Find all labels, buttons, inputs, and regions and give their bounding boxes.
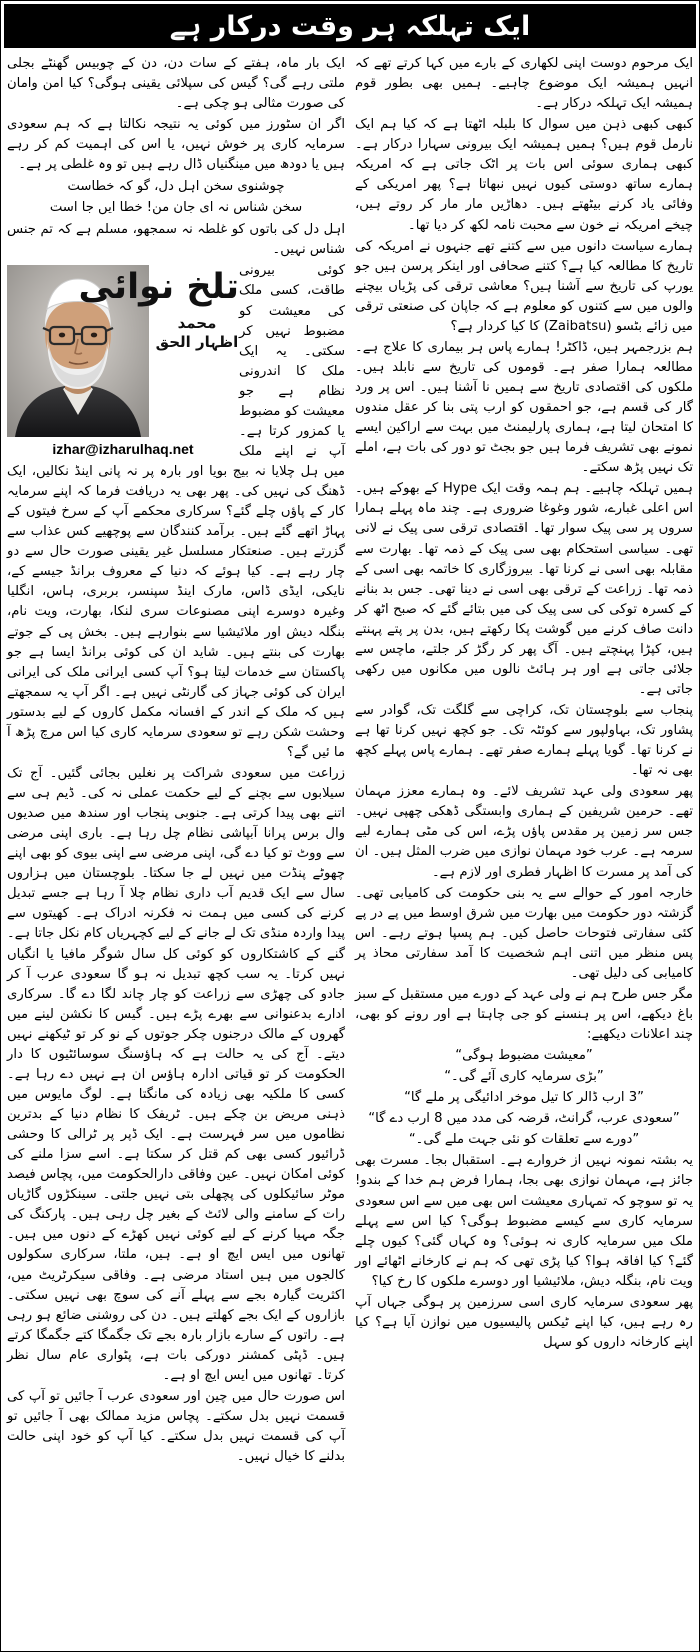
- paragraph: خارجہ امور کے حوالے سے یہ بنی حکومت کی کامیابی تھی۔ گزشتہ دور حکومت میں بھارت میں شرق اوسط میں پے در پے کئی سفارتی فتوحات حاصل کیں۔ ہم پسپا ہوتے رہے۔ اس پس منظر میں اتنی اہم شخصیت کا آمد سفارتی محاذ پر کامیابی کی دلیل تھی۔: [355, 885, 693, 981]
- quote-line: ”سعودی عرب، گرانٹ، قرضہ کی مدد میں 8 ارب دے گا“: [368, 1111, 680, 1127]
- quote-line: ”بڑی سرمایہ کاری آئے گی۔“: [444, 1069, 604, 1085]
- paragraph: کوئی بیرونی طاقت، کسی ملک کی معیشت کو مضبوط نہیں کر سکتی۔ یہ ایک ملک کا اندرونی نظام ہے جو معیشت کو مضبوط یا کمزور کرتا ہے۔ آپ نے اپنے ملک میں ہل چلایا نہ بیج بویا اور بارہ پر نہ پانی اینڈ نکالیں، ایک ڈھنگ کی نہیں کی۔ پھر بھی یہ دریافت فرما کہ اپنے سرمایہ کار کے پاؤں چلے گئے؟ سرکاری محکمے آپ کے سرخ فیتوں کے پہاڑ اتھے گئے ہیں۔ برآمد کنندگان سے پوچھیے کس عذاب سے گزرتے ہیں۔ صنعتکار مسلسل غیر یقینی صورت حال سے دو چار رہے ہے۔ کیا ہوئے کہ دنیا کے معروف برانڈ جیسے کے، نایکی، ایڈی ڈاس، مارک اینڈ سپنسر، بربری، ہاس، انگلیا وغیرہ دوسرے اپنی مصنوعات سری لنکا، بھارت، ویت نام، بنگلہ دیش اور ملائیشیا سے بنوارہے ہیں۔ بخش پی کے جوتے بھارت کی بنتے ہیں۔ شاید ان کی کوئی برانڈ ایسا ہے جو پاکستان سے خدمات لیتا ہو؟ آپ کسی ایرانی ملک کی ایرانی ایران کی کوئی جہاز کی گارنٹی نہیں ہے۔ اگر آپ یہ سمجھتے ہیں کہ ملک کے اندر کے افسانہ مکمل کاروں کے لیے بدستور وحشت شکن رہے تو سعودی سرمایہ کاری کیا اس مرچ پڑھ آ ما ئیں گے؟: [7, 263, 345, 760]
- paragraph: پھر سعودی ولی عہد تشریف لائے۔ وہ ہمارے معزز مہمان تھے۔ حرمین شریفین کے ہماری وابستگی ڈھکی چھپی نہیں۔ جس سر زمین پر مقدس پاؤں پڑے، اس کی مٹی ہمارے لیے سرمہ ہے۔ عرب خود مہمان نوازی میں ضرب المثل ہیں۔ ان کی آمد پر مسرت کا اظہار فطری اور لازم ہے۔: [355, 784, 693, 880]
- article-columns: [1, 48, 699, 1648]
- paragraph: پنجاب سے بلوچستان تک، کراچی سے گلگت تک، گوادر سے پشاور تک، بہاولپور سے کوئٹہ تک۔ جو کچھ نہیں کرنا تھا ہے نے کرنا تھا۔ گویا پہلے ہمارے صفر تھے۔ ہمارے پاس پہلے کچھ بھی نہ تھا۔: [355, 703, 693, 779]
- paragraph: ایک مرحوم دوست اپنی لکھاری کے بارے میں کہا کرتے تھے کہ انہیں ہمیشہ ایک موضوع چاہیے۔ ہمیں بھی بطور قوم ہمیشہ ایک تہلکہ درکار ہے۔: [355, 56, 693, 112]
- quote-line: ”معیشت مضبوط ہوگی“: [455, 1048, 593, 1064]
- paragraph: ہم بزرجمہر ہیں، ڈاکٹر! ہمارے پاس ہر بیماری کا علاج ہے۔ مطالعہ ہمارا صفر ہے۔ قوموں کی تاریخ سے نابلد ہیں۔ ملکوں کی اقتصادی تاریخ سے ہمیں نا آشنا ہیں۔ اس پر ورد گار کی قسم ہے، جو احمقوں کو ارب پتی بنا کر عقل مندوں کا امتحان لیتا ہے، ہماری پارلیمنٹ میں بہت سے اراکین ایسے نمونے بھی تشریف فرما ہیں جو بجٹ تو دور کی بات ہے، املے تک نہیں پڑھ سکتے۔: [355, 339, 693, 476]
- paragraph: مگر جس طرح ہم نے ولی عہد کے دورے میں مستقبل کے سبز باغ دیکھے، اس پر ہنسنے کو جی چاہتا ہے اور رونے کو بھی، چند اعلانات دیکھیے:: [355, 986, 693, 1042]
- paragraph: یہ بشتہ نمونہ نہیں از خروارے ہے۔ استقبال بجا۔ مسرت بھی جائز ہے، مہمان نوازی بھی بجا، ہمارا فرض ہم خدا کے بندو! یہ تو سوچو کہ تمہاری معیشت اس بھی میں سے اس سعودی سرمایہ کاری سے کیسے مضبوط ہوگی؟ کیا اس سے پہلے ملک میں سرمایہ کاری نہ ہوئی؟ وہ کہاں گئی؟ کیوں چلے گئے؟ کیا افاقہ ہوا؟ کیا پڑی تھی کہ ہم نے کارخانے اٹھائے اور ویت نام، بنگلہ دیش، ملائیشیا اور دوسرے ملکوں کا رخ کیا؟: [355, 1153, 693, 1289]
- author-email[interactable]: izhar@izharulhaq.net: [52, 441, 194, 458]
- paragraph: ہمارے سیاست دانوں میں سے کتنے تھے جنہوں نے امریکہ کی تاریخ کا مطالعہ کیا ہے؟ کتنے صحافی اور اینکر پرسن ہیں جو یورپ کی تاریخ سے آشنا ہیں؟ معاشی ترقی کی پڑیاں بیچنے والوں میں سے کتنوں کو معلوم ہے کہ جاپان کی صنعتی ترقی میں زائے بٹسو (Zaibatsu) کا کیا کردار ہے؟: [355, 238, 693, 334]
- verse-line: سخن شناس نہ ای جان من! خطا ایں جا است: [49, 199, 303, 215]
- paragraph: اگر ان سٹورز میں کوئی یہ نتیجہ نکالتا ہے کہ ہم سعودی سرمایہ کاری پر خوش نہیں، یا اس کی اہمیت کم کر رہے ہیں یا دودھ میں مینگنیاں ڈال رہے ہیں تو وہ غلطی پر ہے۔: [7, 117, 345, 173]
- paragraph: کبھی کبھی ذہن میں سوال کا بلبلہ اٹھتا ہے کہ کیا ہم ایک نارمل قوم ہیں؟ ہمیں ہمیشہ ایک بیرونی سہارا درکار ہے۔ کبھی ہماری سوئی اس بات پر اٹک جاتی ہے کہ امریکہ ہمارے ساتھ دوستی کیوں نہیں نبھاتا ہے؟ پھر امریکی کے وفائی یاد کرنے بیٹھتے ہیں۔ دھاڑیں مار مار کر روتے ہیں، چیخے امریکہ نے خون سے محبت نامہ لکھ کر دیا تھا۔: [355, 117, 693, 233]
- column-right: [355, 54, 693, 1648]
- column-left: [7, 54, 345, 1648]
- paragraph: اس صورت حال میں چین اور سعودی عرب آ جائیں تو آپ کی قسمت نہیں بدل سکتے۔ پچاس مزید ممالک بھی آ جائیں تو آپ کی قسمت نہیں بدل سکتے۔ کیا آپ کو خود اپنی حالت بدلنے کا خیال نہیں۔: [7, 1388, 345, 1465]
- author-name: محمد اظہار الحق: [155, 313, 239, 352]
- headline-bar: [4, 4, 696, 48]
- paragraph: زراعت میں سعودی شراکت پر نغلیں بجائی گئیں۔ آج تک سیلابوں سے بچنے کے لیے حکمت عملی نہ کی۔ ڈیم ہی سے اتنے بھی پیدا کرتی ہے۔ جنوبی پنجاب اور سندھ میں صدیوں وال برس پرانا آبپاشی نظام چل رہا ہے۔ باری اپنی مرضی سے ووٹ تو کیا دے گی، اپنی مرضی سے اپنی بیوی کو بھی اپنے چھوٹے پنڈت میں نہیں لے جا سکتا۔ بلوچستان میں ہزاروں سال سے ایک قدیم آب داری نظام چلا آ رہا ہے جسے تبدیل کرنے کی کسی میں ہمت نہ فکرنہ ادراک ہے۔ کھیتوں سے پیدا واردہ منڈی تک لے جانے کے لیے کچہریاں کام نکل جاتا ہے۔ گنے کے کاشتکاروں کو کوئی کل سال شوگر مافیا یا انگیاں نہیں کرتا۔ یہ سب کچھ تبدیل نہ ہو گا سعودی عرب آ کر جادو کی چھڑی سے زراعت کو چار چاند لگا دے گا۔ سرکاری ادارے بدعنوانی سے بھرے پڑے ہیں۔ گیس کا نکشن لینے میں گھروں کے مالک درجنوں چکر جوتوں کے نو کر تو ٹیکھنے نہیں دیتے۔ آج کی یہ حالت ہے کہ ہاؤسنگ سوسائٹیوں کا دار الحکومت کر تو قیاتی ادارہ ہاؤس ان ہے نہیں دے رہا ہے۔ کسی کا ملکیہ بھی زیادہ کی مانگتا ہے۔ لوگ مایوس میں ذہنی مریض بن چکے ہیں۔ ٹریفک کا نظام دنیا کے بدترین نظاموں میں سر فہرست ہے۔ ایک ڈپر پر ٹرالی کا وحشی ڈرائیور کسی بھی کم قتل کر سکتا ہے۔ اسے سزا ملنے کی کوئی امکان نہیں۔ عین وفاقی دارالحکومت میں، پچاس فیصد موٹر سائیکلوں کی پچھلی بتی نہیں جلتی۔ سینکڑوں گاڑیاں رات کے سامنے والی لائٹ کے بغیر چل رہی ہیں۔ پارکنگ کی جگہ مہیا کرنے کے لیے کوئی نہیں کھڑے کے دنوں میں ہیں۔ تھانوں میں ایس ایچ او ہے۔ ہیں، ملتا، سرکاری سکولوں کالجوں میں ہیں استاد مرضی ہے۔ وفاقی سیکرٹریٹ میں، اکثریت گیارہ بجے سے پہلے آنے کی سوچ بھی نہیں سکتی۔ بازاروں کے ایک بجے کھلتے ہیں۔ دن کی روشنی ضائع ہو رہی ہے۔ راتوں کے سارے بازار بارہ بجے تک جگمگا کتے جگمگا کرتے ہیں۔ ڈپٹی کمشنر دورکی بات ہے، پٹواری عام سال نظر کرتا۔ تھانوں میں ایس ایچ او ہے۔: [7, 765, 345, 1383]
- verse-block: [7, 177, 345, 218]
- paragraph: پھر سعودی سرمایہ کاری اسی سرزمین پر ہوگی جہاں آپ رہ رہے ہیں، کیا اپنے ٹیکس پالیسیوں میں نوازن آیا ہے؟ کیا اپنے کارخانہ داروں کو سہل: [355, 1294, 693, 1350]
- page-title: ایک تہلکہ ہر وقت درکار ہے: [169, 10, 531, 42]
- paragraph: ایک بار ماہ، ہفتے کے سات دن، دن کے چوبیس گھنٹے بجلی ملتی رہے گی؟ گیس کی سپلائی یقینی ہوگی؟ کیا امن وامان کی صورت مثالی ہو چکی ہے۔: [7, 56, 345, 112]
- column-brand: تلخ نوائی: [78, 267, 239, 308]
- column-brand-block: [78, 265, 239, 352]
- verse-line: چوشنوی سخن اہل دل، گو کہ خطاست: [67, 179, 285, 195]
- quote-line: ”دورے سے تعلقات کو نئی جہت ملے گی۔“: [408, 1132, 640, 1148]
- author-photo-block: [7, 265, 239, 461]
- quote-line: ”3 ارب ڈالر کا تیل موخر ادائیگی پر ملے گا“: [404, 1090, 644, 1106]
- paragraph: اہل دل کی باتوں کو غلطہ نہ سمجھو، مسلم ہے کہ تم جنس شناس نہیں۔: [7, 222, 345, 258]
- paragraph: ہمیں تہلکہ چاہیے۔ ہم ہمہ وقت ایک Hype کے بھوکے ہیں۔ اس اعلی غبارے، شور وغوغا ضروری ہے۔ چند ماہ پہلے ہمارا سروں پر سی پیک سوار تھا۔ اقتصادی ترقی سی پیک نے لانی تھی۔ سیاسی استحکام بھی سی پیک کے ذمہ تھا۔ بھارت سے مقابلہ بھی اسی نے کرنا تھا۔ بیروزگاری کا خاتمہ بھی اسی کے ذمہ تھا۔ زراعت کے ترقی بھی اسی نے دینا تھی۔ جس بد بنانے کے کسرہ توکی کی سی پیک کی میں بتائے گئے کہ صبح اٹھ کر دانت صاف کرنے میں گوشت پکا رکھتے ہیں، بدن پر پتے پہنتے ہیں، کپڑا پہنچتے ہیں۔ آگ پھر کر رگڑ کر جلتے، ماچس سے جلائی جاتی ہے اور ہر ہائٹ نالوں میں مکانوں میں رکھی جاتی ہے۔: [355, 481, 693, 697]
